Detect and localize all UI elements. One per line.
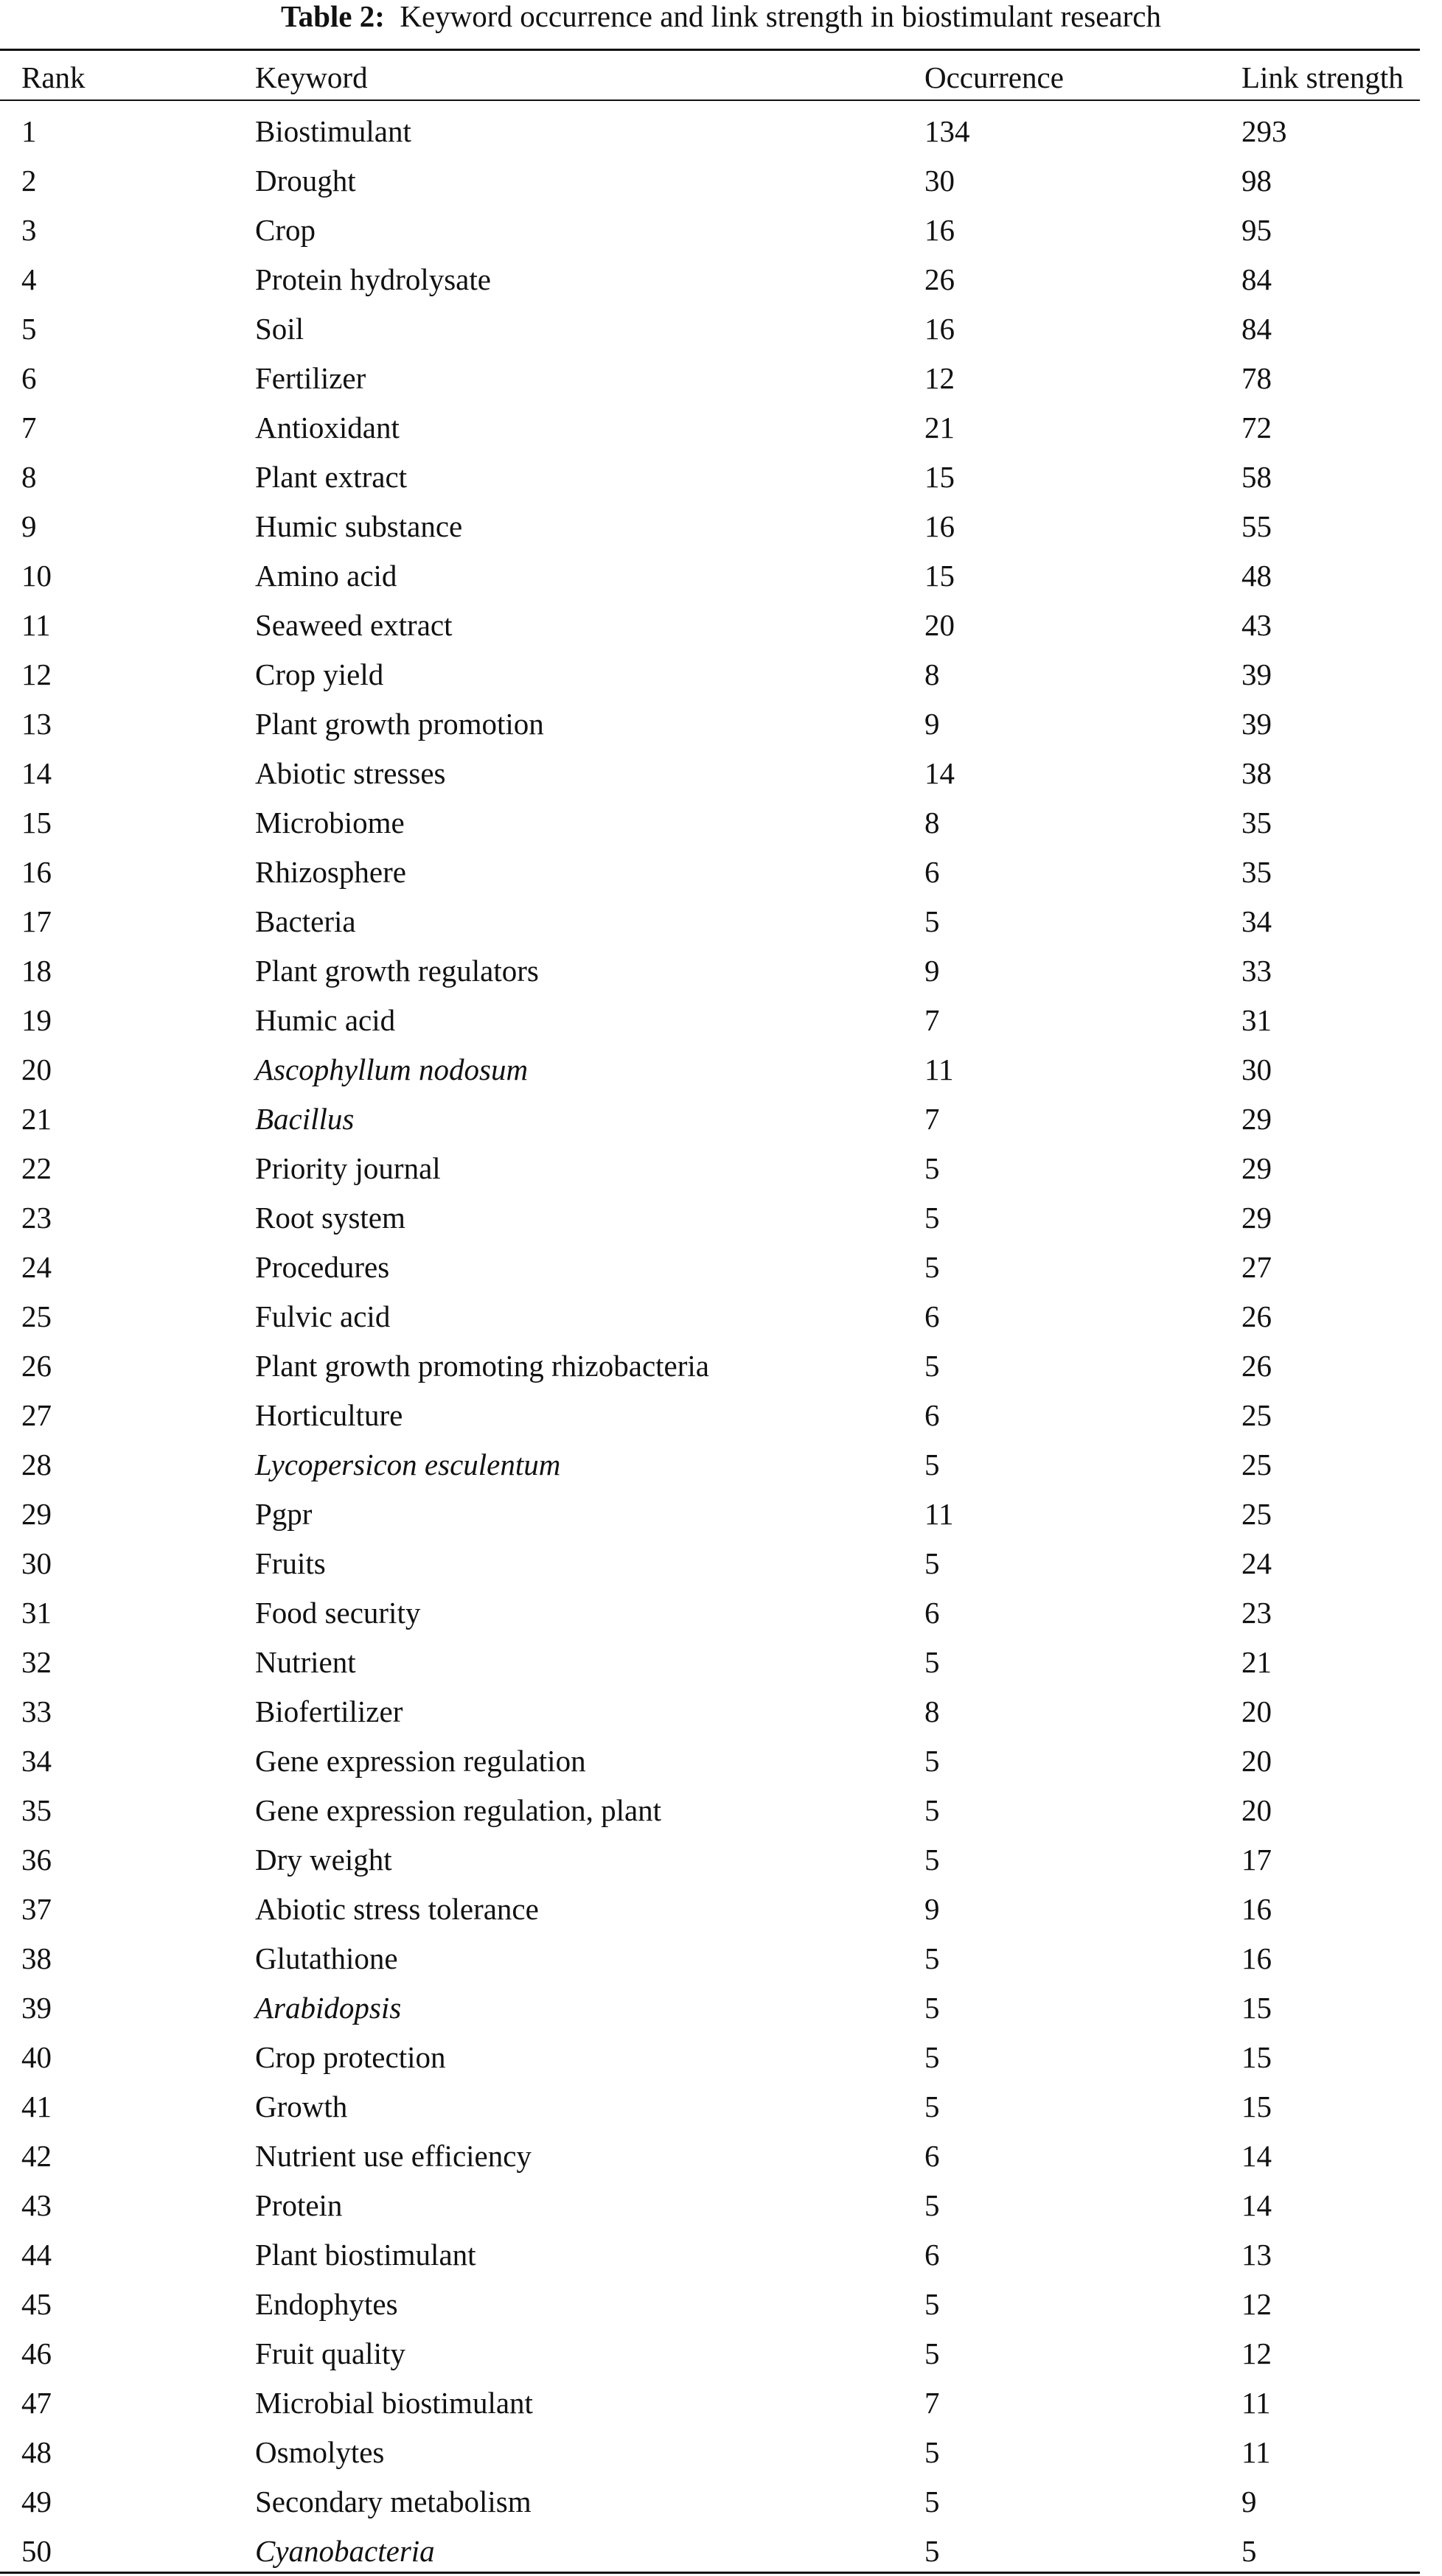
cell-rank: 17	[21, 904, 52, 938]
cell-link-strength: 39	[1241, 657, 1272, 691]
table-row	[0, 1193, 1420, 1243]
table-row	[0, 2230, 1420, 2280]
cell-rank: 34	[21, 1744, 52, 1778]
cell-keyword: Plant extract	[255, 460, 408, 494]
cell-occurrence: 5	[924, 1250, 940, 1284]
cell-keyword: Root system	[255, 1201, 405, 1235]
cell-occurrence: 6	[924, 1596, 940, 1630]
cell-occurrence: 5	[924, 1151, 940, 1185]
table-row	[0, 2527, 1420, 2576]
cell-keyword: Abiotic stresses	[255, 756, 446, 790]
table-row	[0, 1045, 1420, 1095]
cell-occurrence: 9	[924, 954, 940, 988]
table-row	[0, 2428, 1420, 2477]
cell-link-strength: 11	[1241, 2435, 1271, 2469]
cell-occurrence: 5	[924, 1201, 940, 1235]
cell-keyword: Plant growth promotion	[255, 707, 544, 741]
table-top-rule	[0, 49, 1420, 51]
cell-link-strength: 14	[1241, 2188, 1272, 2222]
cell-link-strength: 58	[1241, 460, 1272, 494]
table-row	[0, 453, 1420, 502]
cell-rank: 21	[21, 1102, 52, 1136]
cell-keyword: Antioxidant	[255, 411, 400, 444]
cell-link-strength: 34	[1241, 904, 1272, 938]
table-row	[0, 2280, 1420, 2329]
cell-keyword: Protein	[255, 2188, 343, 2222]
cell-rank: 42	[21, 2139, 52, 2173]
cell-rank: 12	[21, 657, 52, 691]
cell-rank: 44	[21, 2238, 52, 2272]
cell-keyword: Plant growth promoting rhizobacteria	[255, 1349, 709, 1383]
cell-link-strength: 9	[1241, 2485, 1257, 2519]
table-row	[0, 1835, 1420, 1885]
cell-occurrence: 14	[924, 756, 955, 790]
cell-occurrence: 9	[924, 707, 940, 741]
cell-link-strength: 20	[1241, 1793, 1272, 1827]
cell-rank: 18	[21, 954, 52, 988]
cell-occurrence: 6	[924, 1398, 940, 1432]
table-row	[0, 551, 1420, 601]
cell-rank: 31	[21, 1596, 52, 1630]
cell-rank: 35	[21, 1793, 52, 1827]
cell-occurrence: 6	[924, 2238, 940, 2272]
cell-keyword: Plant growth regulators	[255, 954, 539, 988]
cell-keyword: Lycopersicon esculentum	[255, 1448, 561, 1481]
header-occurrence: Occurrence	[924, 60, 1064, 94]
cell-link-strength: 16	[1241, 1941, 1272, 1975]
cell-rank: 6	[21, 361, 37, 395]
cell-occurrence: 5	[924, 1645, 940, 1679]
cell-occurrence: 8	[924, 657, 940, 691]
table-row	[0, 1440, 1420, 1490]
table-row	[0, 107, 1420, 156]
cell-link-strength: 35	[1241, 855, 1272, 889]
table-row	[0, 1934, 1420, 1983]
cell-occurrence: 134	[924, 114, 970, 148]
table-caption-text: Keyword occurrence and link strength in biostimulant research	[400, 0, 1162, 33]
cell-occurrence: 21	[924, 411, 955, 444]
table-row	[0, 1638, 1420, 1687]
cell-keyword: Food security	[255, 1596, 421, 1630]
cell-rank: 32	[21, 1645, 52, 1679]
cell-rank: 9	[21, 509, 37, 543]
cell-rank: 29	[21, 1497, 52, 1531]
cell-occurrence: 5	[924, 2485, 940, 2519]
table-row	[0, 2082, 1420, 2132]
cell-keyword: Fulvic acid	[255, 1299, 391, 1333]
cell-occurrence: 5	[924, 1793, 940, 1827]
cell-occurrence: 5	[924, 1744, 940, 1778]
cell-rank: 14	[21, 756, 52, 790]
cell-link-strength: 72	[1241, 411, 1272, 444]
cell-keyword: Endophytes	[255, 2287, 398, 2321]
cell-rank: 27	[21, 1398, 52, 1432]
table-row	[0, 2033, 1420, 2082]
cell-keyword: Plant biostimulant	[255, 2238, 476, 2272]
cell-rank: 41	[21, 2090, 52, 2123]
table-row	[0, 2329, 1420, 2378]
cell-occurrence: 12	[924, 361, 955, 395]
cell-link-strength: 20	[1241, 1694, 1272, 1728]
table-row	[0, 1983, 1420, 2033]
table-row	[0, 1539, 1420, 1588]
cell-rank: 48	[21, 2435, 52, 2469]
cell-occurrence: 16	[924, 213, 955, 247]
table-header-rule	[0, 100, 1420, 101]
cell-link-strength: 14	[1241, 2139, 1272, 2173]
cell-keyword: Horticulture	[255, 1398, 403, 1432]
cell-rank: 15	[21, 806, 52, 840]
table-body	[0, 107, 1420, 2576]
cell-rank: 45	[21, 2287, 52, 2321]
cell-occurrence: 16	[924, 312, 955, 346]
cell-rank: 16	[21, 855, 52, 889]
cell-link-strength: 33	[1241, 954, 1272, 988]
cell-keyword: Microbiome	[255, 806, 405, 840]
table-caption-label: Table 2:	[280, 0, 385, 33]
table-row	[0, 1292, 1420, 1341]
cell-rank: 3	[21, 213, 37, 247]
cell-link-strength: 20	[1241, 1744, 1272, 1778]
cell-occurrence: 5	[924, 2040, 940, 2074]
cell-occurrence: 5	[924, 1991, 940, 2025]
cell-link-strength: 43	[1241, 608, 1272, 642]
cell-keyword: Bacteria	[255, 904, 356, 938]
cell-keyword: Fruits	[255, 1546, 326, 1580]
cell-occurrence: 9	[924, 1892, 940, 1926]
cell-rank: 43	[21, 2188, 52, 2222]
table-row	[0, 1095, 1420, 1144]
cell-occurrence: 5	[924, 2188, 940, 2222]
cell-link-strength: 31	[1241, 1003, 1272, 1037]
table-row	[0, 1588, 1420, 1638]
table-row	[0, 502, 1420, 551]
cell-keyword: Ascophyllum nodosum	[255, 1053, 529, 1086]
cell-occurrence: 8	[924, 806, 940, 840]
cell-rank: 30	[21, 1546, 52, 1580]
cell-keyword: Arabidopsis	[255, 1991, 402, 2025]
cell-link-strength: 26	[1241, 1299, 1272, 1333]
cell-keyword: Growth	[255, 2090, 348, 2123]
cell-link-strength: 29	[1241, 1151, 1272, 1185]
cell-rank: 8	[21, 460, 37, 494]
cell-keyword: Pgpr	[255, 1497, 313, 1531]
cell-keyword: Bacillus	[255, 1102, 355, 1136]
table-row	[0, 206, 1420, 255]
cell-occurrence: 15	[924, 460, 955, 494]
cell-occurrence: 5	[924, 2090, 940, 2123]
cell-keyword: Rhizosphere	[255, 855, 406, 889]
cell-occurrence: 5	[924, 904, 940, 938]
table-caption	[0, 0, 1442, 37]
cell-occurrence: 5	[924, 2287, 940, 2321]
table-row	[0, 848, 1420, 897]
table-row	[0, 1786, 1420, 1835]
cell-link-strength: 29	[1241, 1201, 1272, 1235]
table-row	[0, 1885, 1420, 1934]
cell-keyword: Gene expression regulation, plant	[255, 1793, 662, 1827]
cell-link-strength: 25	[1241, 1497, 1272, 1531]
cell-rank: 50	[21, 2534, 52, 2568]
table-row	[0, 403, 1420, 453]
cell-link-strength: 293	[1241, 114, 1287, 148]
table-row	[0, 1243, 1420, 1292]
cell-link-strength: 95	[1241, 213, 1272, 247]
table-row	[0, 996, 1420, 1045]
header-keyword: Keyword	[255, 60, 368, 94]
table-row	[0, 1490, 1420, 1539]
cell-keyword: Amino acid	[255, 559, 397, 593]
table-row	[0, 798, 1420, 848]
cell-keyword: Osmolytes	[255, 2435, 385, 2469]
table-row	[0, 255, 1420, 304]
cell-keyword: Crop protection	[255, 2040, 446, 2074]
cell-rank: 7	[21, 411, 37, 444]
cell-link-strength: 21	[1241, 1645, 1272, 1679]
cell-keyword: Humic substance	[255, 509, 463, 543]
cell-occurrence: 6	[924, 855, 940, 889]
cell-keyword: Humic acid	[255, 1003, 396, 1037]
table-header-row	[0, 59, 1420, 96]
table-row	[0, 699, 1420, 749]
cell-occurrence: 11	[924, 1497, 954, 1531]
table-bottom-rule	[0, 2572, 1420, 2574]
table-row	[0, 2378, 1420, 2428]
cell-link-strength: 38	[1241, 756, 1272, 790]
cell-keyword: Drought	[255, 164, 356, 198]
cell-link-strength: 55	[1241, 509, 1272, 543]
cell-occurrence: 16	[924, 509, 955, 543]
cell-keyword: Cyanobacteria	[255, 2534, 435, 2568]
cell-keyword: Fertilizer	[255, 361, 366, 395]
cell-link-strength: 30	[1241, 1053, 1272, 1086]
cell-occurrence: 5	[924, 2336, 940, 2370]
table-row	[0, 650, 1420, 699]
table-row	[0, 1341, 1420, 1391]
cell-link-strength: 12	[1241, 2336, 1272, 2370]
table-row	[0, 2477, 1420, 2527]
cell-occurrence: 8	[924, 1694, 940, 1728]
cell-link-strength: 25	[1241, 1398, 1272, 1432]
cell-rank: 11	[21, 608, 51, 642]
cell-keyword: Gene expression regulation	[255, 1744, 586, 1778]
cell-keyword: Secondary metabolism	[255, 2485, 532, 2519]
cell-rank: 5	[21, 312, 37, 346]
cell-link-strength: 15	[1241, 1991, 1272, 2025]
cell-link-strength: 23	[1241, 1596, 1272, 1630]
cell-rank: 2	[21, 164, 37, 198]
cell-link-strength: 29	[1241, 1102, 1272, 1136]
cell-rank: 46	[21, 2336, 52, 2370]
cell-occurrence: 6	[924, 2139, 940, 2173]
cell-keyword: Glutathione	[255, 1941, 398, 1975]
cell-rank: 49	[21, 2485, 52, 2519]
cell-keyword: Priority journal	[255, 1151, 441, 1185]
cell-occurrence: 5	[924, 1843, 940, 1877]
cell-rank: 23	[21, 1201, 52, 1235]
cell-rank: 4	[21, 262, 37, 296]
cell-rank: 28	[21, 1448, 52, 1481]
cell-keyword: Protein hydrolysate	[255, 262, 491, 296]
cell-keyword: Biostimulant	[255, 114, 411, 148]
cell-rank: 20	[21, 1053, 52, 1086]
cell-rank: 22	[21, 1151, 52, 1185]
cell-link-strength: 78	[1241, 361, 1272, 395]
cell-link-strength: 12	[1241, 2287, 1272, 2321]
cell-keyword: Biofertilizer	[255, 1694, 403, 1728]
cell-link-strength: 5	[1241, 2534, 1257, 2568]
cell-link-strength: 27	[1241, 1250, 1272, 1284]
cell-occurrence: 30	[924, 164, 955, 198]
cell-occurrence: 7	[924, 1003, 940, 1037]
cell-occurrence: 5	[924, 1349, 940, 1383]
cell-link-strength: 15	[1241, 2090, 1272, 2123]
cell-keyword: Abiotic stress tolerance	[255, 1892, 539, 1926]
cell-rank: 25	[21, 1299, 52, 1333]
cell-rank: 10	[21, 559, 52, 593]
table-row	[0, 749, 1420, 798]
table-row	[0, 1144, 1420, 1193]
table-row	[0, 897, 1420, 946]
cell-rank: 26	[21, 1349, 52, 1383]
table-row	[0, 601, 1420, 650]
cell-link-strength: 17	[1241, 1843, 1272, 1877]
cell-rank: 47	[21, 2386, 52, 2420]
table-row	[0, 2181, 1420, 2230]
cell-occurrence: 5	[924, 2534, 940, 2568]
cell-keyword: Microbial biostimulant	[255, 2386, 533, 2420]
cell-keyword: Procedures	[255, 1250, 390, 1284]
cell-link-strength: 26	[1241, 1349, 1272, 1383]
cell-keyword: Crop yield	[255, 657, 384, 691]
cell-occurrence: 6	[924, 1299, 940, 1333]
cell-rank: 38	[21, 1941, 52, 1975]
cell-keyword: Fruit quality	[255, 2336, 405, 2370]
cell-rank: 13	[21, 707, 52, 741]
cell-link-strength: 13	[1241, 2238, 1272, 2272]
cell-rank: 39	[21, 1991, 52, 2025]
cell-occurrence: 11	[924, 1053, 954, 1086]
cell-link-strength: 11	[1241, 2386, 1271, 2420]
cell-occurrence: 20	[924, 608, 955, 642]
table-row	[0, 156, 1420, 206]
cell-link-strength: 16	[1241, 1892, 1272, 1926]
cell-occurrence: 26	[924, 262, 955, 296]
table-row	[0, 1736, 1420, 1786]
cell-occurrence: 5	[924, 2435, 940, 2469]
cell-rank: 24	[21, 1250, 52, 1284]
cell-occurrence: 5	[924, 1941, 940, 1975]
table-row	[0, 1687, 1420, 1736]
cell-keyword: Nutrient	[255, 1645, 356, 1679]
cell-link-strength: 39	[1241, 707, 1272, 741]
cell-keyword: Nutrient use efficiency	[255, 2139, 532, 2173]
cell-link-strength: 35	[1241, 806, 1272, 840]
cell-rank: 1	[21, 114, 37, 148]
cell-rank: 36	[21, 1843, 52, 1877]
table-row	[0, 1391, 1420, 1440]
cell-rank: 40	[21, 2040, 52, 2074]
table-row	[0, 304, 1420, 354]
header-rank: Rank	[21, 60, 86, 94]
table-row	[0, 2132, 1420, 2181]
cell-keyword: Soil	[255, 312, 304, 346]
table-row	[0, 354, 1420, 403]
cell-link-strength: 48	[1241, 559, 1272, 593]
cell-rank: 33	[21, 1694, 52, 1728]
cell-occurrence: 7	[924, 1102, 940, 1136]
cell-rank: 19	[21, 1003, 52, 1037]
cell-link-strength: 25	[1241, 1448, 1272, 1481]
cell-link-strength: 84	[1241, 262, 1272, 296]
table-row	[0, 946, 1420, 996]
header-link-strength: Link strength	[1241, 60, 1404, 94]
cell-keyword: Dry weight	[255, 1843, 392, 1877]
cell-link-strength: 24	[1241, 1546, 1272, 1580]
cell-occurrence: 15	[924, 559, 955, 593]
cell-link-strength: 98	[1241, 164, 1272, 198]
cell-keyword: Seaweed extract	[255, 608, 453, 642]
cell-occurrence: 7	[924, 2386, 940, 2420]
cell-link-strength: 15	[1241, 2040, 1272, 2074]
cell-occurrence: 5	[924, 1448, 940, 1481]
cell-keyword: Crop	[255, 213, 316, 247]
cell-link-strength: 84	[1241, 312, 1272, 346]
cell-occurrence: 5	[924, 1546, 940, 1580]
cell-rank: 37	[21, 1892, 52, 1926]
